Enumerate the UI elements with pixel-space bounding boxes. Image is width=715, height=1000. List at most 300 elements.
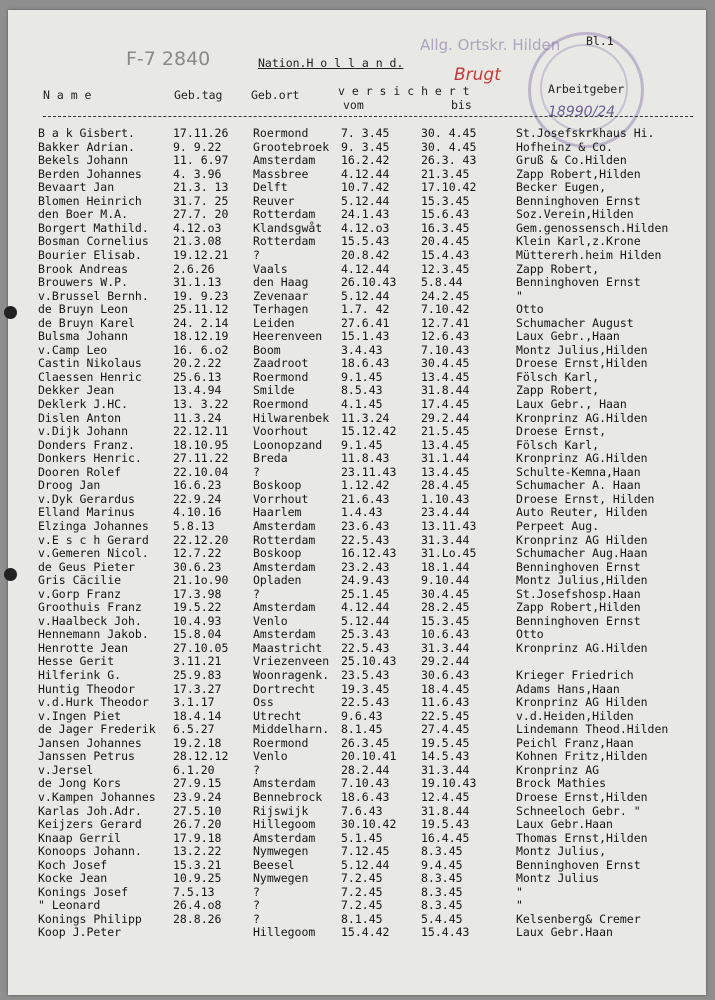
row-employer: Otto xyxy=(516,627,544,642)
row-employer: Droese Ernst,Hilden xyxy=(516,789,648,804)
row-insured-from: 9. 3.45 xyxy=(341,139,390,154)
row-birthdate: 11.3.24 xyxy=(173,410,222,425)
row-birthdate: 28.8.26 xyxy=(173,911,222,926)
row-birthdate: 13.4.94 xyxy=(173,383,222,398)
row-employer: Müttererh.heim Hilden xyxy=(516,247,662,262)
row-insured-from: 23.5.43 xyxy=(341,668,390,682)
row-name: Elland Marinus xyxy=(38,505,135,520)
row-insured-to: 30. 4.45 xyxy=(421,126,477,140)
row-insured-to: 19.5.43 xyxy=(421,817,470,832)
row-employer: " xyxy=(516,884,523,899)
row-employer: Zapp Robert, xyxy=(516,383,600,398)
row-insured-from: 9.6.43 xyxy=(341,708,383,723)
row-birthdate: 9. 9.22 xyxy=(173,139,222,154)
row-insured-to: 1.10.43 xyxy=(421,491,470,506)
punch-hole xyxy=(4,568,17,581)
row-name: Droog Jan xyxy=(38,478,101,493)
row-name: Bourier Elisab. xyxy=(38,247,142,262)
row-birthdate: 15.8.04 xyxy=(173,627,222,642)
row-name: de Jong Kors xyxy=(38,776,122,791)
row-birthdate: 18.10.95 xyxy=(173,437,229,452)
row-insured-from: 9.1.45 xyxy=(341,437,383,452)
row-insured-to: 21.5.45 xyxy=(421,424,470,439)
row-birthplace: Boom xyxy=(253,342,281,357)
row-birthplace: Nymwegen xyxy=(253,844,309,859)
row-name: Deklerk J.HC. xyxy=(38,397,129,411)
row-birthplace: Rotterdam xyxy=(253,532,316,547)
row-insured-to: 28.4.45 xyxy=(421,478,470,493)
row-insured-to: 15.3.45 xyxy=(421,193,470,208)
row-birthplace: Boskoop xyxy=(253,478,302,493)
row-insured-from: 7.10.43 xyxy=(341,776,390,791)
row-birthdate: 26.4.o8 xyxy=(173,898,222,913)
row-birthdate: 3.11.21 xyxy=(173,654,222,669)
row-name: Janssen Petrus xyxy=(38,749,135,764)
row-name: Dooren Rolef xyxy=(38,464,122,479)
row-birthdate: 21.1o.90 xyxy=(173,573,229,588)
row-insured-from: 22.5.43 xyxy=(341,532,390,547)
row-employer: Becker Eugen, xyxy=(516,180,607,195)
row-birthplace: Hilwarenbek xyxy=(253,410,330,425)
row-birthplace: Hillegoom xyxy=(253,817,316,832)
row-name: Bosman Cornelius xyxy=(38,234,149,249)
row-employer: Lindemann Theod.Hilden xyxy=(516,722,669,737)
col-header-employer: Arbeitgeber xyxy=(548,82,625,96)
row-birthplace: Venlo xyxy=(253,613,288,628)
row-insured-from: 7.2.45 xyxy=(341,871,383,886)
row-insured-from: 7.2.45 xyxy=(341,884,383,899)
row-birthplace: Amsterdam xyxy=(253,153,316,168)
row-insured-to: 28.2.45 xyxy=(421,600,470,615)
row-birthdate: 21.3.08 xyxy=(173,234,222,249)
row-birthplace: Heerenveen xyxy=(253,329,323,344)
row-name: v.d.Hurk Theodor xyxy=(38,695,149,710)
row-birthplace: Voorhout xyxy=(253,424,309,439)
row-insured-to: 30. 4.45 xyxy=(421,139,477,154)
row-insured-from: 4.12.44 xyxy=(341,261,390,276)
row-employer: Schumacher August xyxy=(516,315,634,330)
row-insured-from: 18.6.43 xyxy=(341,789,390,804)
row-insured-from: 23.11.43 xyxy=(341,464,397,479)
row-employer: Gruß & Co.Hilden xyxy=(516,153,627,168)
row-insured-to: 8.3.45 xyxy=(421,844,463,859)
row-insured-from: 9.1.45 xyxy=(341,369,383,384)
row-name: de Bruyn Leon xyxy=(38,302,129,317)
row-insured-from: 1.4.43 xyxy=(341,505,383,520)
row-name: Hennemann Jakob. xyxy=(38,627,149,642)
row-birthplace: Dortrecht xyxy=(253,681,316,696)
row-insured-to: 31.8.44 xyxy=(421,383,470,398)
row-birthplace: ? xyxy=(253,464,260,479)
row-birthdate: 16. 6.o2 xyxy=(173,342,229,357)
row-insured-from: 15.1.43 xyxy=(341,329,390,344)
punch-hole xyxy=(4,306,17,319)
row-birthdate: 17.11.26 xyxy=(173,126,229,140)
row-employer: Zapp Robert,Hilden xyxy=(516,600,641,615)
row-employer: Montz Julius,Hilden xyxy=(516,573,648,588)
row-birthdate: 16.6.23 xyxy=(173,478,222,493)
row-name: " Leonard xyxy=(38,898,101,913)
row-birthdate: 25.9.83 xyxy=(173,668,222,682)
row-birthdate: 27.11.22 xyxy=(173,451,229,466)
row-birthplace: Delft xyxy=(253,180,288,195)
row-birthplace: den Haag xyxy=(253,275,309,290)
row-insured-to: 18.1.44 xyxy=(421,559,470,574)
row-birthplace: Amsterdam xyxy=(253,627,316,642)
row-birthdate: 27.5.10 xyxy=(173,803,222,818)
row-birthplace: Boskoop xyxy=(253,546,302,561)
row-name: v.Haalbeck Joh. xyxy=(38,613,142,628)
row-insured-to: 13.4.45 xyxy=(421,464,470,479)
row-birthplace: Vaals xyxy=(253,261,288,276)
row-insured-to: 30.4.45 xyxy=(421,356,470,371)
row-insured-from: 11.3.24 xyxy=(341,410,390,425)
row-insured-from: 5.12.44 xyxy=(341,857,390,872)
row-insured-to: 13.4.45 xyxy=(421,369,470,384)
row-birthdate: 30.6.23 xyxy=(173,559,222,574)
row-insured-from: 7.2.45 xyxy=(341,898,383,913)
row-insured-from: 4.12.o3 xyxy=(341,220,390,235)
row-birthplace: Woonragenk. xyxy=(253,668,330,682)
row-birthplace: Amsterdam xyxy=(253,518,316,533)
row-name: Konings Philipp xyxy=(38,911,142,926)
row-insured-to: 8.3.45 xyxy=(421,884,463,899)
row-birthdate: 19. 9.23 xyxy=(173,288,229,303)
row-birthdate: 21.3. 13 xyxy=(173,180,229,195)
row-insured-from: 28.2.44 xyxy=(341,762,390,777)
row-birthplace: ? xyxy=(253,247,260,262)
row-birthdate: 27.10.05 xyxy=(173,640,229,655)
row-employer: v.d.Heiden,Hilden xyxy=(516,708,634,723)
row-insured-to: 12.7.41 xyxy=(421,315,470,330)
row-insured-to: 17.10.42 xyxy=(421,180,477,195)
row-insured-to: 13.4.45 xyxy=(421,437,470,452)
row-birthdate: 26.7.20 xyxy=(173,817,222,832)
row-birthdate: 27.9.15 xyxy=(173,776,222,791)
row-insured-to: 29.2.44 xyxy=(421,654,470,669)
row-insured-from: 20.8.42 xyxy=(341,247,390,262)
row-birthdate: 25.11.12 xyxy=(173,302,229,317)
row-birthdate: 17.3.98 xyxy=(173,586,222,601)
row-insured-from: 5.1.45 xyxy=(341,830,383,845)
row-name: v.Gemeren Nicol. xyxy=(38,546,149,561)
row-name: Knaap Gerril xyxy=(38,830,122,845)
row-birthplace: Oss xyxy=(253,695,274,710)
row-insured-to: 31.3.44 xyxy=(421,762,470,777)
row-employer: St.Josefskrkhaus Hi. xyxy=(516,126,655,140)
row-insured-from: 7.6.43 xyxy=(341,803,383,818)
row-employer: Adams Hans,Haan xyxy=(516,681,620,696)
row-birthplace: Roermond xyxy=(253,397,309,411)
row-employer: Benninghoven Ernst xyxy=(516,559,641,574)
row-name: de Jager Frederik xyxy=(38,722,156,737)
row-insured-to: 19.5.45 xyxy=(421,735,470,750)
row-name: v.Kampen Johannes xyxy=(38,789,156,804)
row-birthdate: 19.2.18 xyxy=(173,735,222,750)
row-employer: Kronprinz AG Hilden xyxy=(516,532,648,547)
row-employer: Brock Mathies xyxy=(516,776,607,791)
row-employer: Zapp Robert, xyxy=(516,261,600,276)
row-birthdate: 22.10.04 xyxy=(173,464,229,479)
col-header-birthplace: Geb.ort xyxy=(251,88,300,102)
row-insured-from: 11.8.43 xyxy=(341,451,390,466)
row-insured-from: 18.6.43 xyxy=(341,356,390,371)
row-insured-to: 26.3. 43 xyxy=(421,153,477,168)
row-insured-from: 27.6.41 xyxy=(341,315,390,330)
row-birthdate: 6.5.27 xyxy=(173,722,215,737)
row-employer: Schumacher Aug.Haan xyxy=(516,546,648,561)
row-birthdate: 22.12.20 xyxy=(173,532,229,547)
row-name: Dislen Anton xyxy=(38,410,122,425)
row-name: v.Ingen Piet xyxy=(38,708,122,723)
row-employer: " xyxy=(516,898,523,913)
row-insured-to: 30.6.43 xyxy=(421,668,470,682)
row-insured-from: 4.12.44 xyxy=(341,600,390,615)
row-birthplace: Beesel xyxy=(253,857,295,872)
row-employer: Krieger Friedrich xyxy=(516,668,634,682)
row-insured-to: 15.6.43 xyxy=(421,207,470,222)
row-birthplace: Loonopzand xyxy=(253,437,323,452)
row-birthdate: 13.2.22 xyxy=(173,844,222,859)
row-insured-to: 19.10.43 xyxy=(421,776,477,791)
row-insured-to: 12.3.45 xyxy=(421,261,470,276)
row-insured-to: 11.6.43 xyxy=(421,695,470,710)
row-name: Konings Josef xyxy=(38,884,129,899)
row-insured-to: 8.3.45 xyxy=(421,871,463,886)
row-birthdate: 27.7. 20 xyxy=(173,207,229,222)
row-birthplace: ? xyxy=(253,762,260,777)
row-birthplace: Middelharn. xyxy=(253,722,330,737)
row-employer: Perpeet Aug. xyxy=(516,518,600,533)
row-name: Huntig Theodor xyxy=(38,681,135,696)
row-insured-to: 16.4.45 xyxy=(421,830,470,845)
row-birthplace: Utrecht xyxy=(253,708,302,723)
row-employer: Montz Julius, xyxy=(516,844,607,859)
row-employer: Droese Ernst,Hilden xyxy=(516,356,648,371)
row-employer: Peichl Franz,Haan xyxy=(516,735,634,750)
row-name: Gris Cäcilie xyxy=(38,573,122,588)
row-insured-from: 22.5.43 xyxy=(341,640,390,655)
row-name: v.Gorp Franz xyxy=(38,586,122,601)
row-employer: Soz.Verein,Hilden xyxy=(516,207,634,222)
row-birthplace: Roermond xyxy=(253,126,309,140)
row-employer: Benninghoven Ernst xyxy=(516,613,641,628)
row-insured-to: 31.1.44 xyxy=(421,451,470,466)
row-insured-from: 15.12.42 xyxy=(341,424,397,439)
row-name: Blomen Heinrich xyxy=(38,193,142,208)
row-name: de Geus Pieter xyxy=(38,559,135,574)
row-insured-from: 16.2.42 xyxy=(341,153,390,168)
row-insured-from: 5.12.44 xyxy=(341,193,390,208)
row-insured-to: 31.3.44 xyxy=(421,532,470,547)
row-birthdate: 18.4.14 xyxy=(173,708,222,723)
row-insured-to: 20.4.45 xyxy=(421,234,470,249)
row-birthplace: Hillegoom xyxy=(253,925,316,940)
row-employer: Benninghoven Ernst xyxy=(516,857,641,872)
row-name: Brouwers W.P. xyxy=(38,275,129,290)
row-employer: Laux Gebr.Haan xyxy=(516,817,613,832)
row-birthdate: 22.9.24 xyxy=(173,491,222,506)
row-insured-to: 31.3.44 xyxy=(421,640,470,655)
row-employer: " xyxy=(516,288,523,303)
row-name: Hilferink G. xyxy=(38,668,122,682)
row-birthplace: Breda xyxy=(253,451,288,466)
row-employer: Zapp Robert,Hilden xyxy=(516,166,641,181)
row-employer: Montz Julius xyxy=(516,871,600,886)
row-insured-to: 31.Lo.45 xyxy=(421,546,477,561)
row-employer: Benninghoven Ernst xyxy=(516,275,641,290)
row-name: Donkers Henric. xyxy=(38,451,142,466)
row-insured-to: 15.3.45 xyxy=(421,613,470,628)
row-name: v.Camp Leo xyxy=(38,342,108,357)
row-birthdate: 5.8.13 xyxy=(173,518,215,533)
row-insured-to: 15.4.43 xyxy=(421,925,470,940)
row-employer: Kohnen Fritz,Hilden xyxy=(516,749,648,764)
row-birthplace: Zevenaar xyxy=(253,288,309,303)
row-employer: Schulte-Kemna,Haan xyxy=(516,464,641,479)
row-insured-from: 25.1.45 xyxy=(341,586,390,601)
row-employer: Montz Julius,Hilden xyxy=(516,342,648,357)
row-birthplace: Leiden xyxy=(253,315,295,330)
row-employer: Droese Ernst, Hilden xyxy=(516,491,655,506)
row-insured-from: 26.3.45 xyxy=(341,735,390,750)
row-birthdate: 24. 2.14 xyxy=(173,315,229,330)
row-birthdate: 2.6.26 xyxy=(173,261,215,276)
row-birthdate: 25.6.13 xyxy=(173,369,222,384)
row-insured-from: 15.4.42 xyxy=(341,925,390,940)
row-birthplace: Roermond xyxy=(253,369,309,384)
page-title: Nation.H o l l a n d. xyxy=(258,56,404,70)
row-name: Borgert Mathild. xyxy=(38,220,149,235)
row-birthplace: ? xyxy=(253,586,260,601)
row-name: Kocke Jean xyxy=(38,871,108,886)
row-insured-to: 12.6.43 xyxy=(421,329,470,344)
row-birthplace: Haarlem xyxy=(253,505,302,520)
row-insured-from: 21.6.43 xyxy=(341,491,390,506)
row-birthplace: Amsterdam xyxy=(253,559,316,574)
row-birthdate: 13. 3.22 xyxy=(173,397,229,411)
row-name: Berden Johannes xyxy=(38,166,142,181)
row-insured-to: 24.2.45 xyxy=(421,288,470,303)
row-birthplace: Reuver xyxy=(253,193,295,208)
row-insured-to: 29.2.44 xyxy=(421,410,470,425)
row-employer: Laux Gebr.Haan xyxy=(516,925,613,940)
row-birthplace: Smilde xyxy=(253,383,295,398)
row-birthdate: 18.12.19 xyxy=(173,329,229,344)
row-name: Keijzers Gerard xyxy=(38,817,142,832)
row-birthplace: Vorrhout xyxy=(253,491,309,506)
col-header-to: bis xyxy=(451,98,472,112)
row-birthplace: Grootebroek xyxy=(253,139,330,154)
row-birthdate: 11. 6.97 xyxy=(173,153,229,168)
row-employer: Kronprinz AG Hilden xyxy=(516,695,648,710)
row-insured-from: 24.1.43 xyxy=(341,207,390,222)
row-birthdate: 23.9.24 xyxy=(173,789,222,804)
stamp-text: Allg. Ortskr. Hilden xyxy=(420,36,561,54)
row-birthplace: Terhagen xyxy=(253,302,309,317)
col-header-insured: v e r s i c h e r t xyxy=(338,84,470,98)
row-name: Bevaart Jan xyxy=(38,180,115,195)
row-insured-from: 20.10.41 xyxy=(341,749,397,764)
row-name: den Boer M.A. xyxy=(38,207,129,222)
row-name: Donders Franz. xyxy=(38,437,135,452)
row-name: Jansen Johannes xyxy=(38,735,142,750)
row-birthdate: 19.5.22 xyxy=(173,600,222,615)
row-birthplace: ? xyxy=(253,884,260,899)
row-birthplace: Opladen xyxy=(253,573,302,588)
row-birthplace: Bennebrock xyxy=(253,789,323,804)
row-birthplace: Rijswijk xyxy=(253,803,309,818)
sheet-number: Bl.1 xyxy=(586,34,614,48)
row-insured-to: 17.4.45 xyxy=(421,397,470,411)
row-insured-from: 7.12.45 xyxy=(341,844,390,859)
row-insured-to: 7.10.42 xyxy=(421,302,470,317)
row-birthplace: Amsterdam xyxy=(253,600,316,615)
row-name: Henrotte Jean xyxy=(38,640,129,655)
row-insured-from: 4.1.45 xyxy=(341,397,383,411)
row-birthplace: Amsterdam xyxy=(253,776,316,791)
row-birthdate: 4.12.o3 xyxy=(173,220,222,235)
col-header-birthdate: Geb.tag xyxy=(174,88,223,102)
row-birthdate: 31.1.13 xyxy=(173,275,222,290)
row-insured-to: 21.3.45 xyxy=(421,166,470,181)
row-insured-to: 15.4.43 xyxy=(421,247,470,262)
row-employer: Droese Ernst, xyxy=(516,424,607,439)
row-insured-to: 18.4.45 xyxy=(421,681,470,696)
row-insured-to: 31.8.44 xyxy=(421,803,470,818)
row-name: Dekker Jean xyxy=(38,383,115,398)
row-birthplace: Massbree xyxy=(253,166,309,181)
seal-number: 18990/24 xyxy=(548,104,616,120)
row-employer: Gem.genossensch.Hilden xyxy=(516,220,669,235)
row-insured-from: 25.3.43 xyxy=(341,627,390,642)
row-name: Brook Andreas xyxy=(38,261,129,276)
row-birthplace: ? xyxy=(253,911,260,926)
row-employer: Kelsenberg& Cremer xyxy=(516,911,641,926)
row-insured-from: 1.12.42 xyxy=(341,478,390,493)
row-name: Bulsma Johann xyxy=(38,329,129,344)
archive-id-handwriting: F-7 2840 xyxy=(126,48,211,70)
row-insured-from: 3.4.43 xyxy=(341,342,383,357)
row-employer: Thomas Ernst,Hilden xyxy=(516,830,648,845)
row-insured-to: 8.3.45 xyxy=(421,898,463,913)
col-header-from: vom xyxy=(343,98,364,112)
row-employer: Auto Reuter, Hilden xyxy=(516,505,648,520)
row-birthplace: Amsterdam xyxy=(253,830,316,845)
row-name: v.Brussel Bernh. xyxy=(38,288,149,303)
row-birthdate: 17.9.18 xyxy=(173,830,222,845)
row-name: Karlas Joh.Adr. xyxy=(38,803,142,818)
row-employer: St.Josefshosp.Haan xyxy=(516,586,641,601)
row-birthdate: 15.3.21 xyxy=(173,857,222,872)
row-birthdate: 28.12.12 xyxy=(173,749,229,764)
row-employer: Schneeloch Gebr. " xyxy=(516,803,641,818)
row-employer: Laux Gebr.,Haan xyxy=(516,329,620,344)
row-insured-to: 14.5.43 xyxy=(421,749,470,764)
row-insured-from: 7. 3.45 xyxy=(341,126,390,140)
document-sheet xyxy=(8,10,706,995)
row-name: Konoops Johann. xyxy=(38,844,142,859)
row-birthplace: Rotterdam xyxy=(253,207,316,222)
row-insured-to: 5.4.45 xyxy=(421,911,463,926)
row-name: B a k Gisbert. xyxy=(38,126,135,140)
row-insured-from: 10.7.42 xyxy=(341,180,390,195)
row-birthdate: 4. 3.96 xyxy=(173,166,222,181)
row-name: Groothuis Franz xyxy=(38,600,142,615)
row-insured-from: 15.5.43 xyxy=(341,234,390,249)
row-employer: Klein Karl,z.Krone xyxy=(516,234,641,249)
row-insured-from: 1.7. 42 xyxy=(341,302,390,317)
